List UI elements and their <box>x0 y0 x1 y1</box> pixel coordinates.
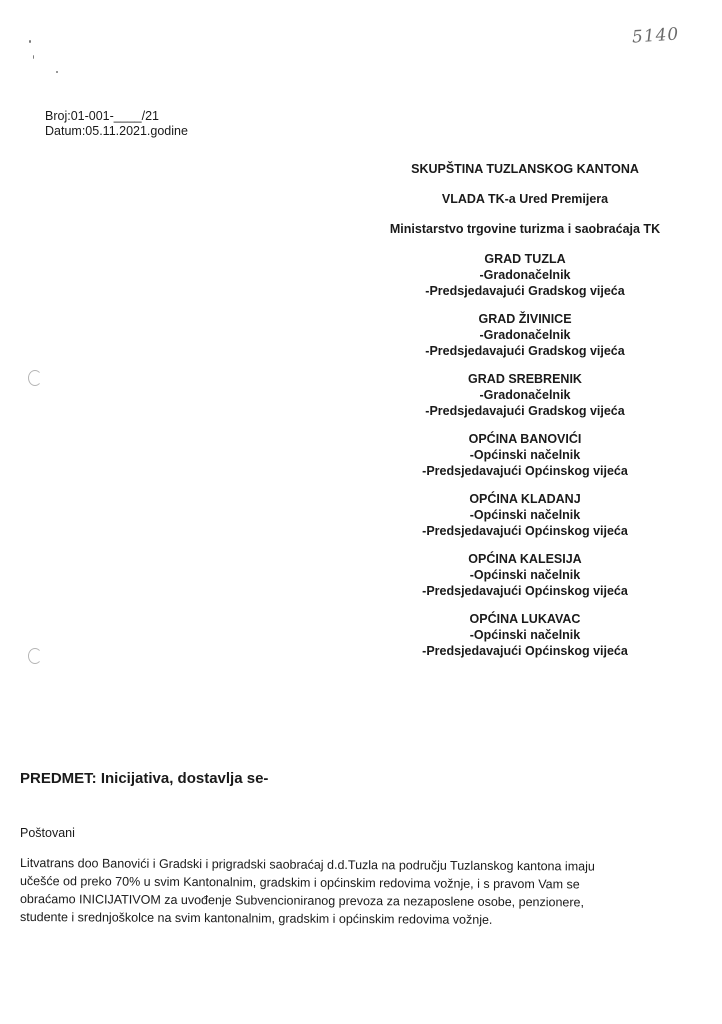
recipient-role: -Općinski načelnik <box>469 448 581 462</box>
recipient-role: -Predsjedavajući Općinskog vijeća <box>422 524 628 538</box>
recipient-role: -Općinski načelnik <box>469 568 581 582</box>
recipient-name: OPĆINA KALESIJA <box>468 552 582 566</box>
recipient-role: -Predsjedavajući Općinskog vijeća <box>422 584 628 598</box>
recipient-name: OPĆINA BANOVIĆI <box>468 432 582 446</box>
recipient-block <box>370 371 680 419</box>
recipient-name: GRAD SREBRENIK <box>468 372 582 386</box>
recipient-block <box>370 251 680 299</box>
recipient-block <box>370 551 680 599</box>
reference-block <box>45 109 188 139</box>
recipients-list <box>370 161 680 671</box>
punch-hole-mark <box>28 648 42 664</box>
recipient-block <box>370 431 680 479</box>
recipient-role: -Gradonačelnik <box>479 388 571 402</box>
recipient-name: OPĆINA KLADANJ <box>469 492 581 506</box>
recipient-role: -Gradonačelnik <box>479 328 571 342</box>
recipient-role: -Predsjedavajući Gradskog vijeća <box>425 344 625 358</box>
recipient-role: -Predsjedavajući Gradskog vijeća <box>425 284 625 298</box>
recipient-role: -Predsjedavajući Općinskog vijeća <box>422 464 628 478</box>
recipient-block <box>370 611 680 659</box>
recipient-ministry: Ministarstvo trgovine turizma i saobraćaja TK <box>389 222 661 236</box>
punch-hole-mark <box>28 370 42 386</box>
recipient-role: -Općinski načelnik <box>469 508 581 522</box>
scan-speck <box>33 55 34 59</box>
body-line: studente i srednjoškolce na svim kantonalnim, gradskim i općinskim redovima vožnje. <box>19 910 493 927</box>
recipient-role: -Predsjedavajući Općinskog vijeća <box>422 644 628 658</box>
body-line: Litvatrans doo Banovići i Gradski i prigradski saobraćaj d.d.Tuzla na području Tuzlanskog kantona imaju <box>19 856 595 874</box>
body-line: obraćamo INICIJATIVOM za uvođenje Subvencioniranog prevoza za nezaposlene osobe, penzionere, <box>19 892 585 910</box>
handwritten-number: 5140 <box>631 24 680 48</box>
recipient-government: VLADA TK-a Ured Premijera <box>441 192 609 206</box>
scan-speck <box>56 71 58 73</box>
recipient-block <box>370 311 680 359</box>
body-line: učešće od preko 70% u svim Kantonalnim, gradskim i općinskim redovima vožnje, i s pravom Vam se <box>19 874 580 892</box>
subject-line: PREDMET: Inicijativa, dostavlja se- <box>20 770 269 787</box>
recipient-block <box>370 491 680 539</box>
recipient-name: GRAD ŽIVINICE <box>478 312 572 326</box>
scan-speck <box>29 40 31 43</box>
recipient-role: -Predsjedavajući Gradskog vijeća <box>425 404 625 418</box>
recipient-role: -Općinski načelnik <box>469 628 581 642</box>
body-paragraph <box>20 854 660 926</box>
reference-number: Broj:01-001-____/21 <box>45 109 159 123</box>
recipient-name: OPĆINA LUKAVAC <box>469 612 581 626</box>
document-date: Datum:05.11.2021.godine <box>45 124 188 138</box>
greeting: Poštovani <box>20 826 75 840</box>
recipient-role: -Gradonačelnik <box>479 268 571 282</box>
recipient-name: GRAD TUZLA <box>484 252 566 266</box>
recipient-assembly: SKUPŠTINA TUZLANSKOG KANTONA <box>411 162 639 176</box>
